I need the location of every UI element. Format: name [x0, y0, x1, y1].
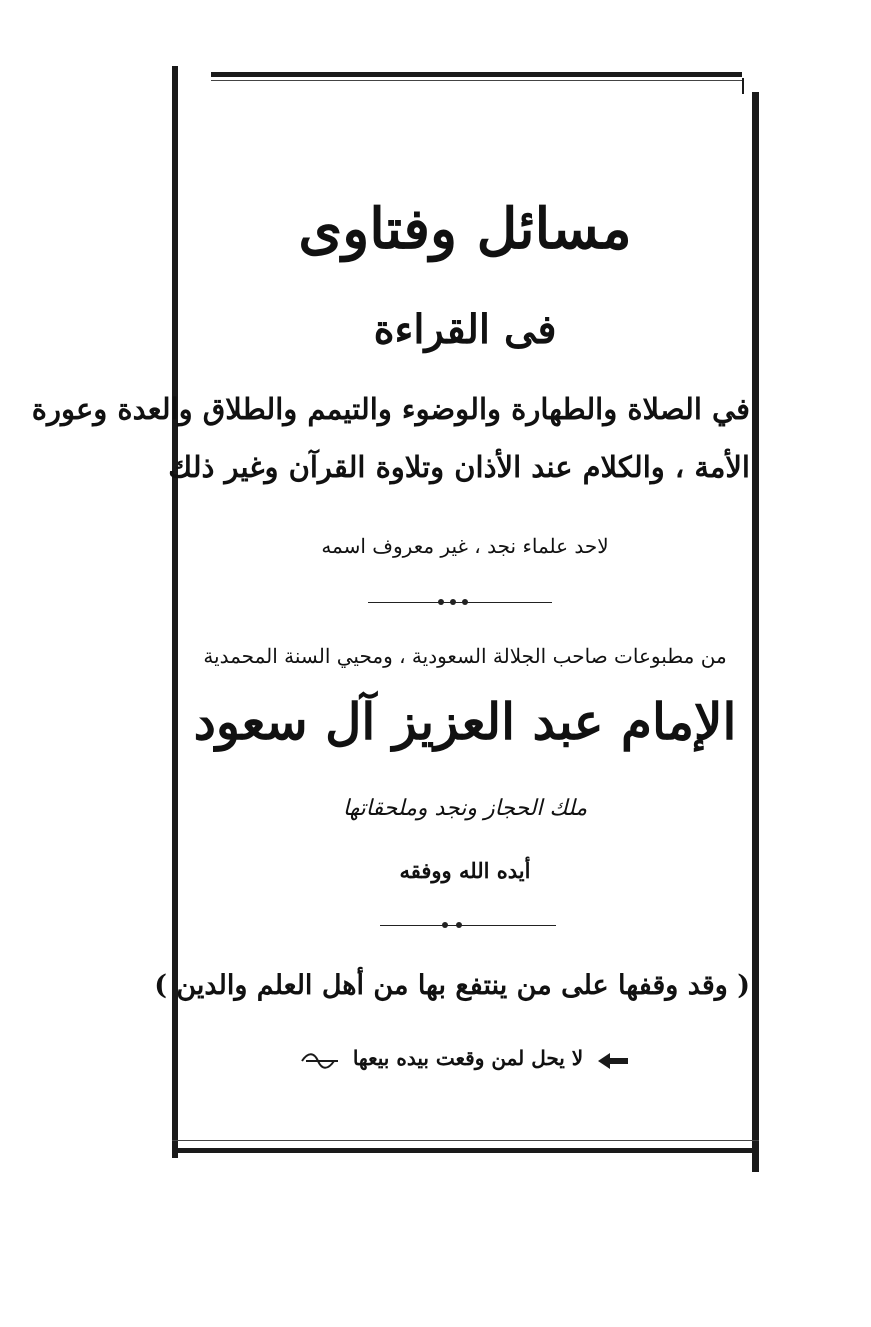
description-line-1: في الصلاة والطهارة والوضوء والتيمم والطلاق والعدة وعورة: [31, 392, 750, 426]
scroll-ornament-icon: [300, 1050, 340, 1072]
author-note: لاحد علماء نجد ، غير معروف اسمه: [321, 534, 609, 558]
frame-right-rule: [752, 92, 759, 1172]
waqf-note: ( وقد وقفها على من ينتفع بها من أهل العلم والدين ): [154, 970, 750, 1001]
ornamental-divider-1: [368, 602, 552, 603]
ornamental-divider-2: [380, 925, 556, 926]
blessing-text: أيده الله ووفقه: [399, 858, 531, 883]
divider-ornament-dot: [462, 599, 468, 605]
divider-ornament-dot: [438, 599, 444, 605]
imam-name-calligraphy: الإمام عبد العزيز آل سعود: [193, 692, 737, 751]
hand-pointer-icon: [596, 1050, 630, 1072]
divider-ornament-dot: [456, 922, 462, 928]
sale-note: لا يحل لمن وقعت بيده بيعها: [352, 1046, 584, 1070]
publisher-note: من مطبوعات صاحب الجلالة السعودية ، ومحيي السنة المحمدية: [203, 644, 727, 668]
sale-note-row: [180, 1046, 750, 1072]
divider-ornament-dot: [442, 922, 448, 928]
king-title: ملك الحجاز ونجد وملحقاتها: [342, 796, 588, 821]
divider-ornament-dot: [450, 599, 456, 605]
book-title: مسائل وفتاوى: [298, 196, 632, 262]
title-page: [31, 0, 750, 1327]
description-line-2: الأمة ، والكلام عند الأذان وتلاوة القرآن وغير ذلك: [168, 450, 750, 484]
book-subtitle: فى القراءة: [373, 306, 557, 353]
